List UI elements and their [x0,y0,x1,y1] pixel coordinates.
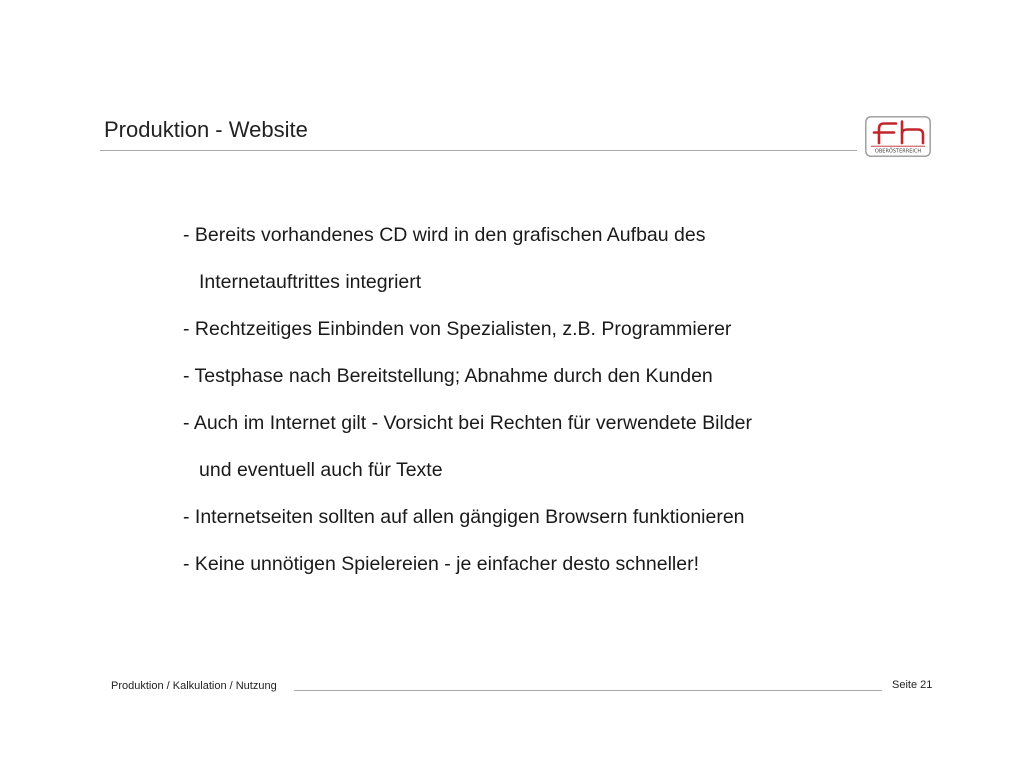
bullet-item [183,494,903,541]
bullet-text: - Rechtzeitiges Einbinden von Spezialisten, z.B. Programmierer [183,318,732,340]
bullet-text: - Internetseiten sollten auf allen gängigen Browsern funktionieren [183,506,745,528]
bullet-text: - Bereits vorhandenes CD wird in den grafischen Aufbau des [183,224,706,246]
page-number: Seite 21 [892,679,933,691]
bullet-text: - Testphase nach Bereitstellung; Abnahme durch den Kunden [183,365,713,387]
footer-divider [294,690,882,691]
bullet-text-continued: Internetauftrittes integriert [199,271,422,293]
bullet-item [183,212,903,306]
bullet-text: - Keine unnötigen Spielereien - je einfacher desto schneller! [183,553,699,575]
bullet-text: - Auch im Internet gilt - Vorsicht bei Rechten für verwendete Bilder [183,412,753,434]
bullet-item [183,306,903,353]
slide-title: Produktion - Website [104,117,308,142]
fh-logo [865,116,931,157]
bullet-item [183,541,903,588]
bullet-item [183,400,903,494]
bullet-item [183,353,903,400]
logo-subtitle: OBERÖSTERREICH [874,148,922,155]
title-divider [100,150,857,151]
bullet-text-continued: und eventuell auch für Texte [199,459,443,481]
footer-section-label: Produktion / Kalkulation / Nutzung [111,680,277,692]
bullet-list [183,212,903,588]
